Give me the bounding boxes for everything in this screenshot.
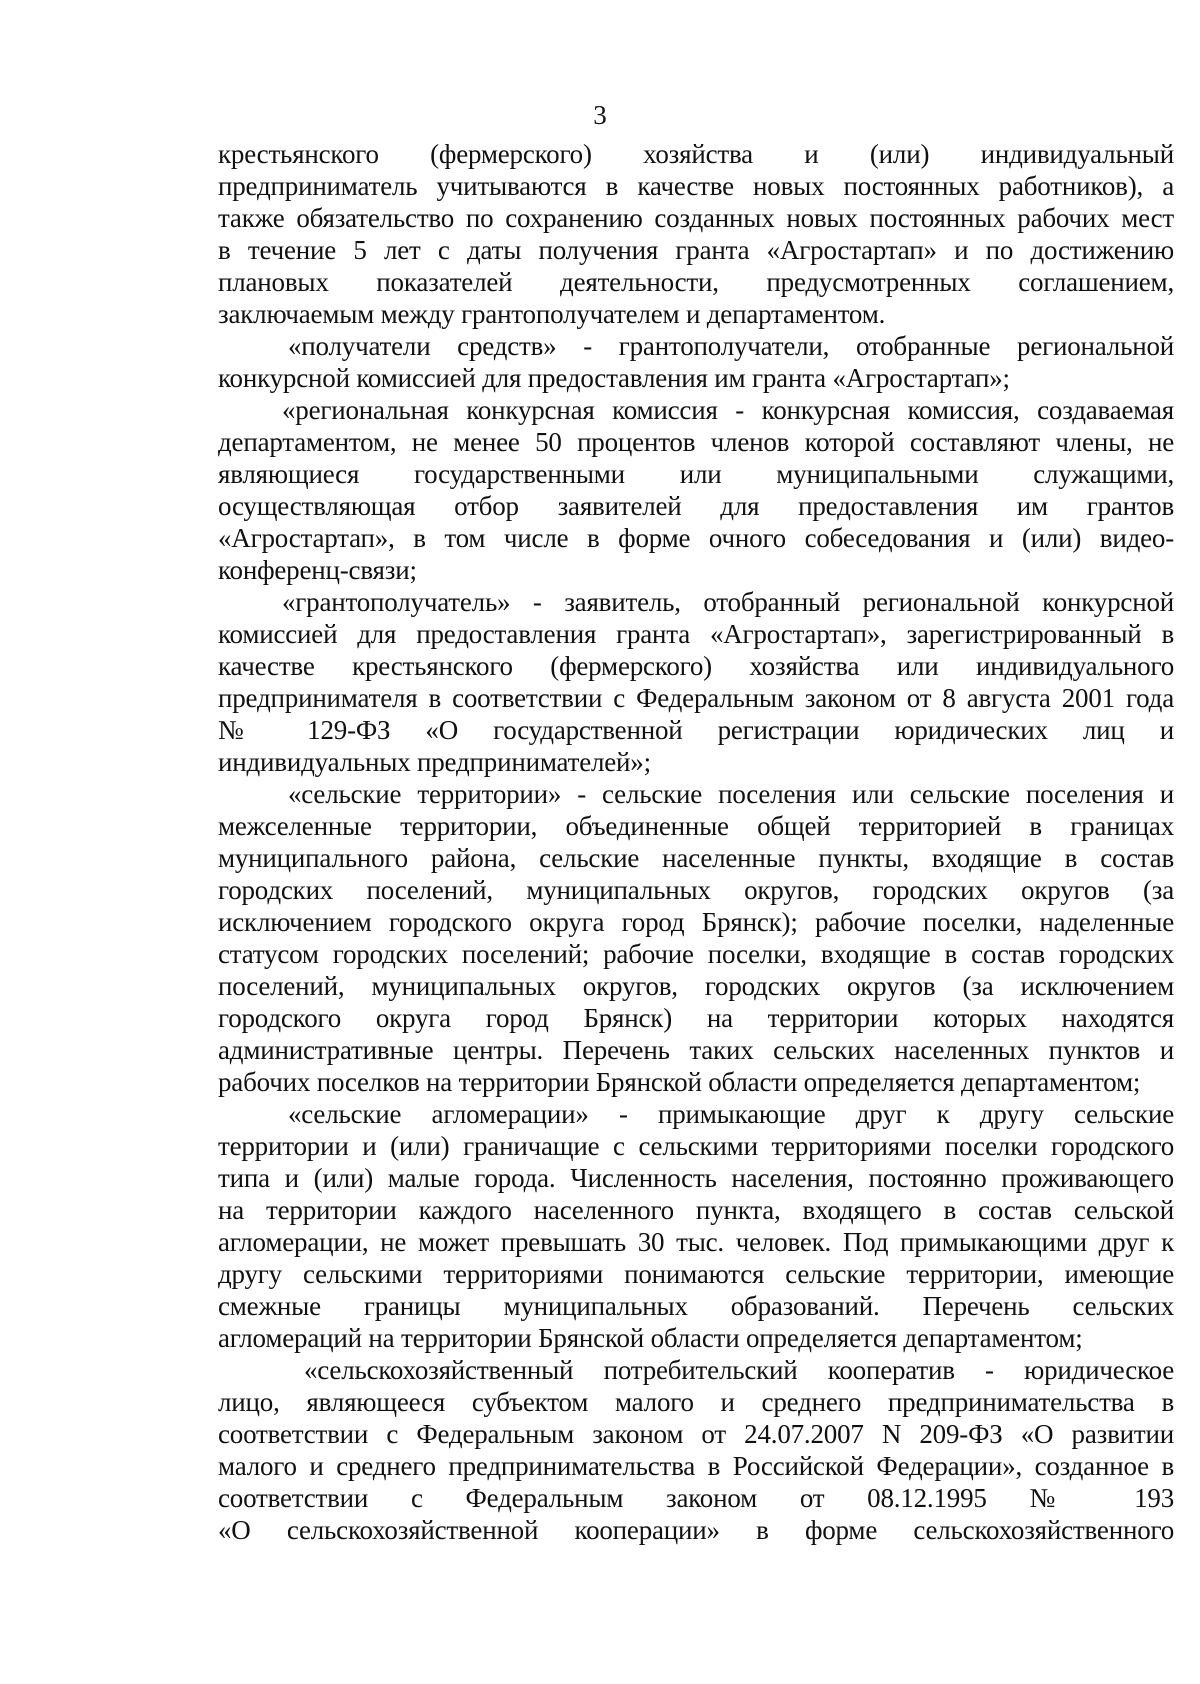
text-line: осуществляющая отбор заявителей для предоставления им грантов (218, 491, 1174, 521)
text-line: № 129-ФЗ «О государственной регистрации юридических лиц и (218, 715, 1174, 745)
text-line: городского округа город Брянск) на территории которых находятся (218, 1003, 1174, 1033)
text-line: являющиеся государственными или муниципальными служащими, (218, 459, 1174, 489)
text-line: лицо, являющееся субъектом малого и среднего предпринимательства в (218, 1387, 1174, 1417)
text-line: городских поселений, муниципальных округов, городских округов (за (218, 875, 1174, 905)
text-line: поселений, муниципальных округов, городских округов (за исключением (218, 971, 1174, 1001)
text-line: департаментом, не менее 50 процентов членов которой составляют члены, не (218, 427, 1174, 457)
text-line: агломерации, не может превышать 30 тыс. человек. Под примыкающими друг к (218, 1227, 1174, 1257)
text-line: качестве крестьянского (фермерского) хозяйства или индивидуального (218, 651, 1174, 681)
paragraph-start-line: «сельские агломерации» - примыкающие друг к другу сельские (288, 1099, 1174, 1129)
paragraph-start-line: «региональная конкурсная комиссия - конкурсная комиссия, создаваемая (282, 395, 1174, 425)
text-line: плановых показателей деятельности, предусмотренных соглашением, (218, 267, 1174, 297)
text-line: крестьянского (фермерского) хозяйства и (или) индивидуальный (218, 139, 1174, 169)
text-line: типа и (или) малые города. Численность населения, постоянно проживающего (218, 1163, 1174, 1193)
paragraph-start-line: «получатели средств» - грантополучатели, отобранные региональной (288, 331, 1174, 361)
text-line: территории и (или) граничащие с сельскими территориями поселки городского (218, 1131, 1174, 1161)
text-line: конкурсной комиссией для предоставления им гранта «Агростартап»; (218, 363, 1010, 393)
text-line: административные центры. Перечень таких сельских населенных пунктов и (218, 1035, 1174, 1065)
text-line: предприниматель учитываются в качестве новых постоянных работников), а (218, 171, 1174, 201)
text-line: агломераций на территории Брянской области определяется департаментом; (218, 1323, 1083, 1353)
text-line: предпринимателя в соответствии с Федеральным законом от 8 августа 2001 года (218, 683, 1174, 713)
page-number: 3 (593, 100, 607, 130)
text-line: в течение 5 лет с даты получения гранта «Агростартап» и по достижению (218, 235, 1174, 265)
text-line: индивидуальных предпринимателей»; (218, 747, 651, 777)
text-line: рабочих поселков на территории Брянской области определяется департаментом; (218, 1067, 1141, 1097)
text-line: малого и среднего предпринимательства в Российской Федерации», созданное в (218, 1451, 1174, 1481)
text-line: на территории каждого населенного пункта, входящего в состав сельской (218, 1195, 1174, 1225)
paragraph-start-line: «сельские территории» - сельские поселения или сельские поселения и (288, 779, 1174, 809)
text-line: конференц-связи; (218, 555, 417, 585)
text-line: соответствии с Федеральным законом от 24.07.2007 N 209-ФЗ «О развитии (218, 1419, 1174, 1449)
text-line: исключением городского округа город Брянск); рабочие поселки, наделенные (218, 907, 1174, 937)
text-line: заключаемым между грантополучателем и департаментом. (218, 299, 886, 329)
text-line: межселенные территории, объединенные общей территорией в границах (218, 811, 1174, 841)
text-line: «О сельскохозяйственной кооперации» в форме сельскохозяйственного (218, 1515, 1174, 1545)
text-line: «Агростартап», в том числе в форме очного собеседования и (или) видео- (218, 523, 1174, 553)
text-line: также обязательство по сохранению созданных новых постоянных рабочих мест (218, 203, 1174, 233)
text-line: статусом городских поселений; рабочие поселки, входящие в состав городских (218, 939, 1174, 969)
text-line: комиссией для предоставления гранта «Агростартап», зарегистрированный в (218, 619, 1174, 649)
text-line: соответствии с Федеральным законом от 08.12.1995 № 193 (218, 1483, 1174, 1513)
text-line: муниципального района, сельские населенные пункты, входящие в состав (218, 843, 1174, 873)
paragraph-start-line: «грантополучатель» - заявитель, отобранный региональной конкурсной (282, 587, 1174, 617)
text-line: другу сельскими территориями понимаются сельские территории, имеющие (218, 1259, 1174, 1289)
text-line: смежные границы муниципальных образований. Перечень сельских (218, 1291, 1174, 1321)
document-body (218, 138, 1174, 1546)
paragraph-start-line: «сельскохозяйственный потребительский кооператив - юридическое (304, 1355, 1174, 1385)
